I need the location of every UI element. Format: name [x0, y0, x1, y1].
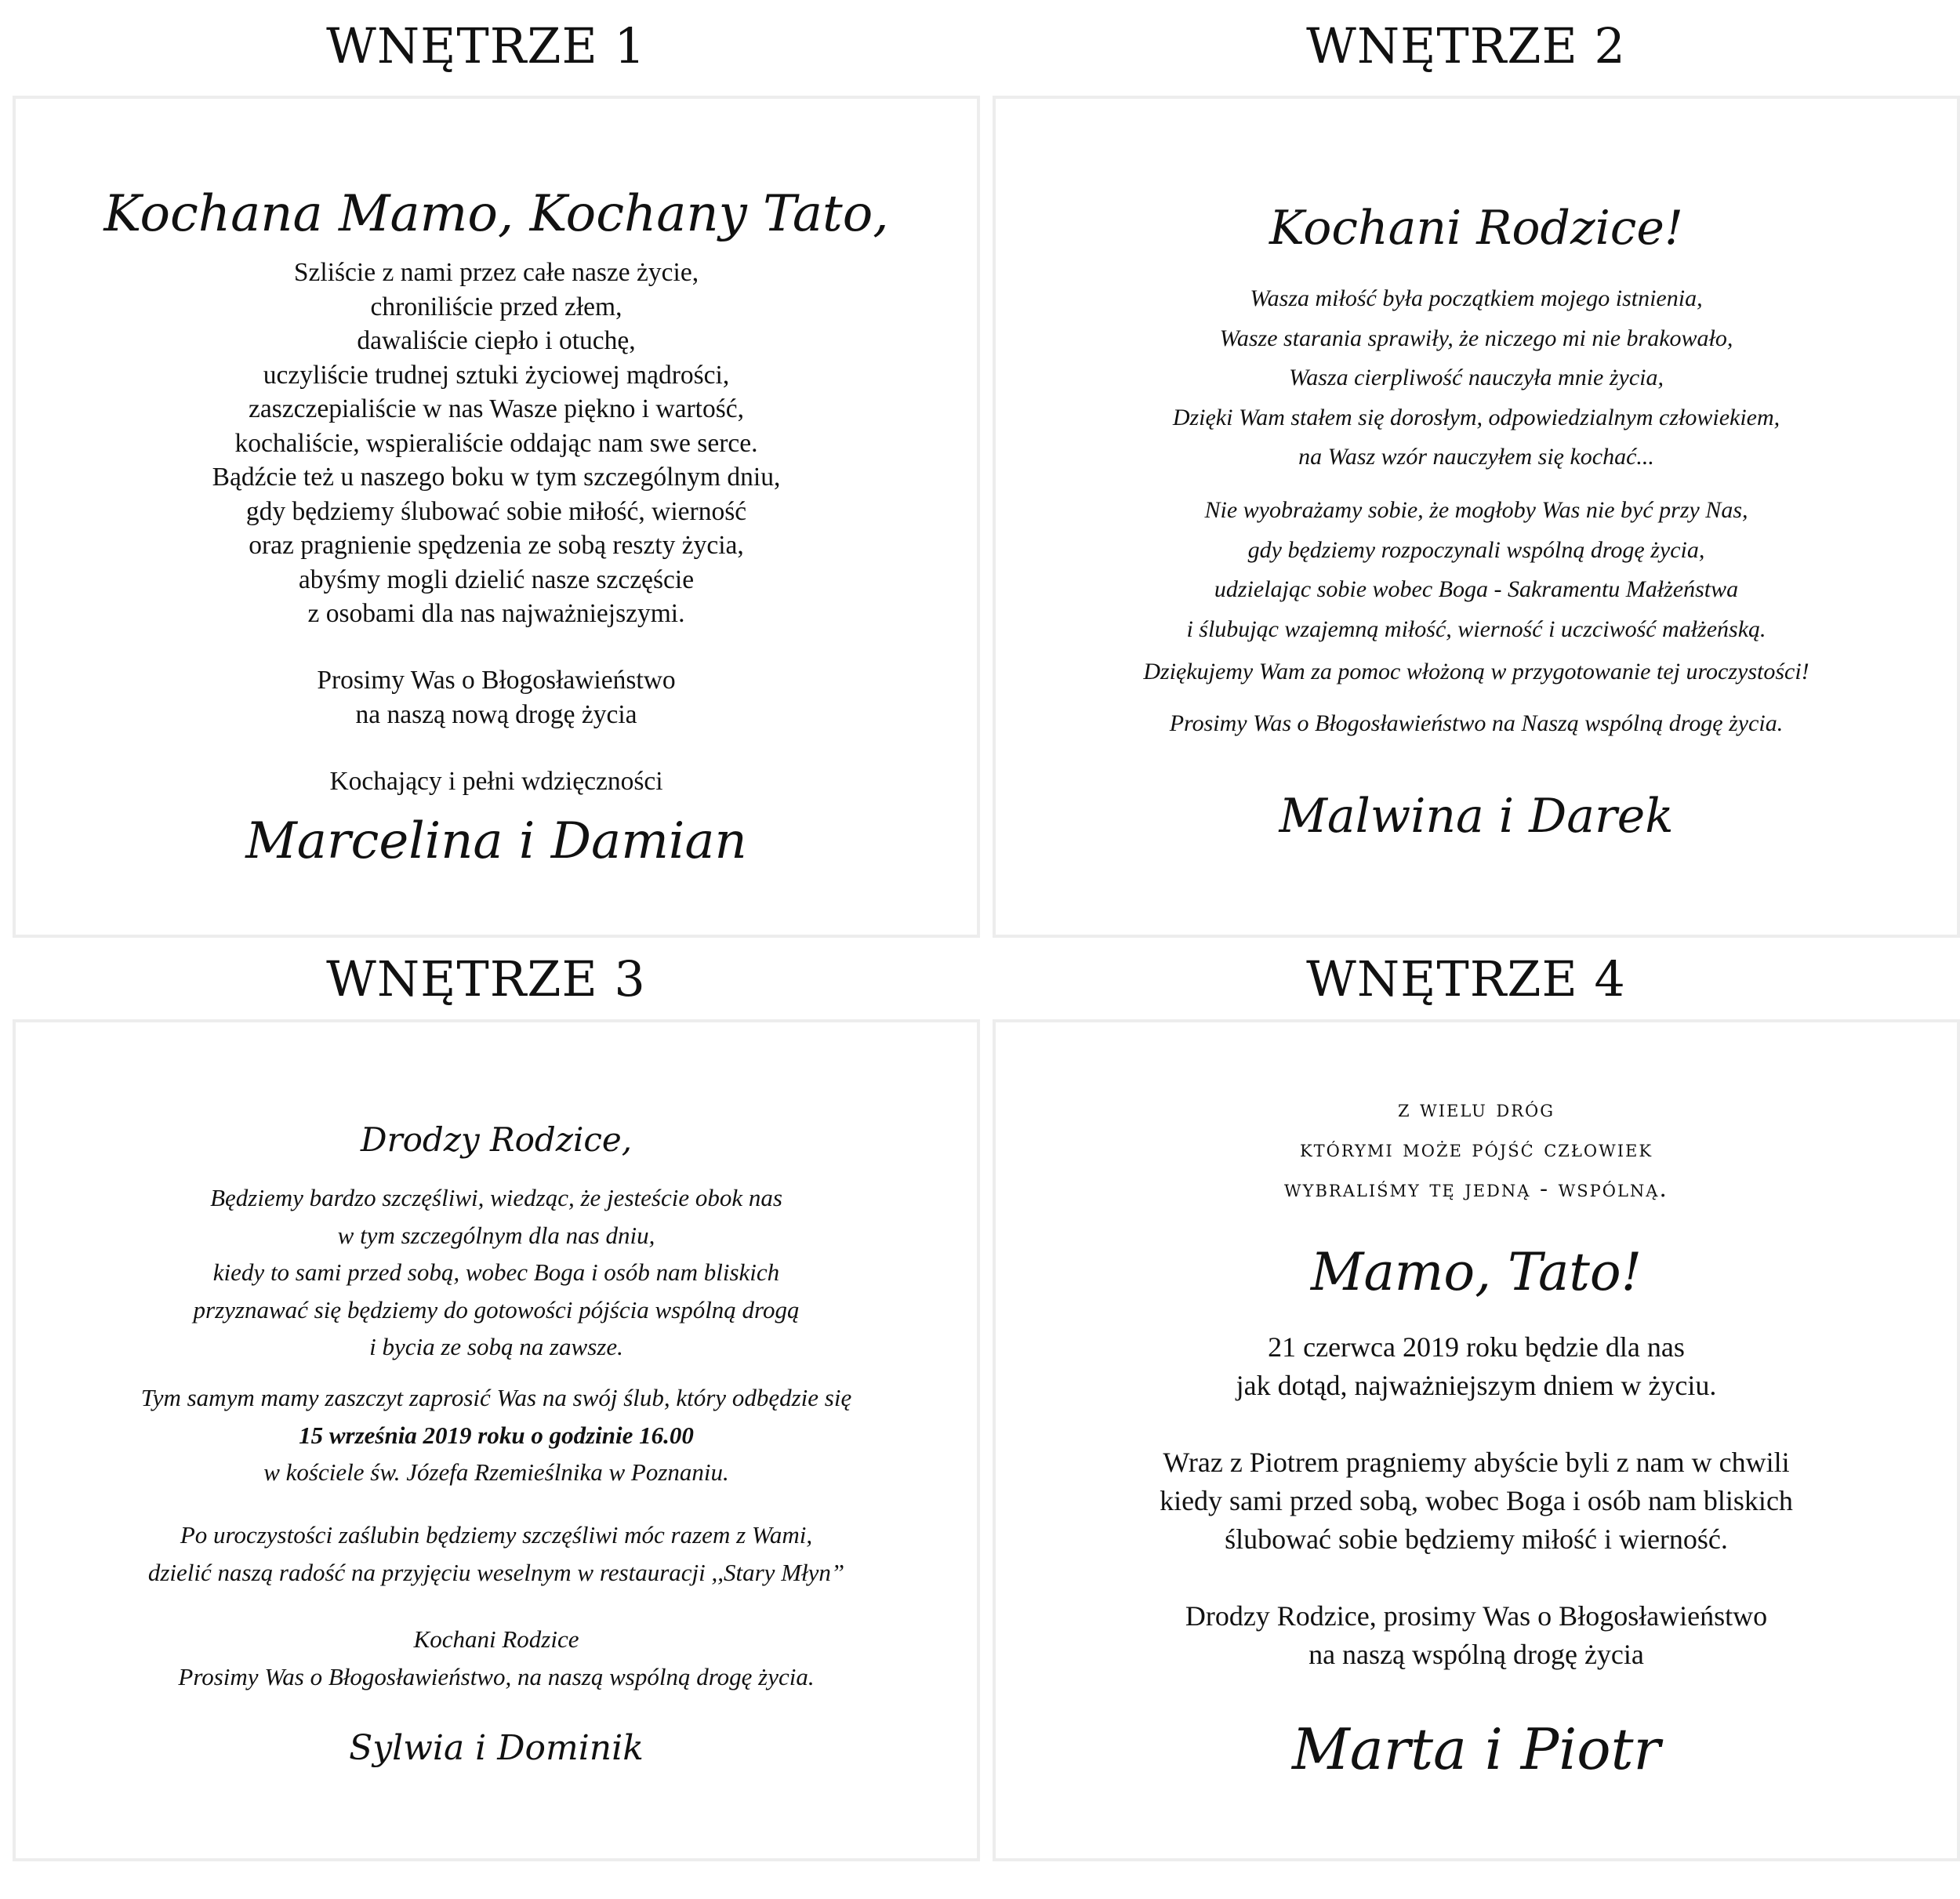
panel4-body — [996, 1328, 1957, 1405]
panel2-signature: Malwina i Darek — [1279, 789, 1674, 844]
panel3-line: i bycia ze sobą na zawsze. — [369, 1333, 623, 1360]
panel2-line: Dzięki Wam stałem się dorosłym, odpowiedzialnym człowiekiem, — [1172, 404, 1780, 430]
panel3-invite-place: w kościele św. Józefa Rzemieślnika w Poznaniu. — [263, 1458, 729, 1486]
panel3-reception-line: dzielić naszą radość na przyjęciu weselnym w restauracji ,,Stary Młyn” — [147, 1558, 845, 1586]
panel4-line: kiedy sami przed sobą, wobec Boga i osób nam bliskich — [1160, 1485, 1793, 1516]
panel2-line: udzielając sobie wobec Boga - Sakramentu Małżeństwa — [1214, 576, 1739, 602]
panel1-line: zaszczepialiście w nas Wasze piękno i wartość, — [249, 394, 744, 423]
panel1-line: abyśmy mogli dzielić nasze szczęście — [298, 565, 695, 594]
panel2-line: Wasze starania sprawiły, że niczego mi nie brakowało, — [1219, 325, 1733, 351]
panel1-title: Kochana Mamo, Kochany Tato, — [103, 185, 889, 243]
panel3-signature: Sylwia i Dominik — [349, 1728, 644, 1768]
panel1-blessing-line: Prosimy Was o Błogosławieństwo — [317, 666, 676, 695]
panel1-line: Bądźcie też u naszego boku w tym szczególnym dniu, — [212, 463, 781, 492]
panel3-blessing — [16, 1621, 977, 1695]
panel1-line: gdy będziemy ślubować sobie miłość, wierność — [245, 496, 747, 526]
panel4-line: Wraz z Piotrem pragniemy abyście byli z nam w chwili — [1163, 1447, 1790, 1478]
panel3-title: Drodzy Rodzice, — [360, 1120, 633, 1159]
panel-2 — [993, 96, 1960, 938]
panel4-caps — [996, 1089, 1957, 1209]
panel2-body — [996, 279, 1957, 477]
panel3-line: Będziemy bardzo szczęśliwi, wiedząc, że jesteście obok nas — [210, 1184, 782, 1211]
panel1-line: oraz pragnienie spędzenia ze sobą reszty życia, — [249, 531, 744, 560]
panel4-line: na naszą wspólną drogę życia — [1308, 1639, 1644, 1670]
panel1-closing: Kochający i pełni wdzięczności — [329, 767, 663, 796]
panel4-line: Drodzy Rodzice, prosimy Was o Błogosławieństwo — [1185, 1600, 1768, 1632]
panel2-thanks: Dziękujemy Wam za pomoc włożoną w przygotowanie tej uroczystości! — [1143, 659, 1809, 684]
panel4-line: ślubować sobie będziemy miłość i wierność. — [1225, 1523, 1728, 1555]
panel2-line: Wasza miłość była początkiem mojego istnienia, — [1250, 285, 1703, 311]
panel3-reception — [16, 1516, 977, 1591]
panel1-line: uczyliście trudnej sztuki życiowej mądrości, — [263, 360, 730, 390]
heading-2: WNĘTRZE 2 — [1306, 17, 1626, 74]
panel1-line: dawaliście ciepło i otuchę, — [357, 326, 636, 355]
heading-1: WNĘTRZE 1 — [326, 17, 646, 74]
panel1-line: Szliście z nami przez całe nasze życie, — [293, 258, 699, 287]
panel1-blessing-line: na naszą nową drogę życia — [355, 699, 637, 729]
panel2-title: Kochani Rodzice! — [1269, 201, 1683, 256]
panel4-body3 — [996, 1597, 1957, 1674]
panel2-line: Wasza cierpliwość nauczyła mnie życia, — [1289, 365, 1664, 390]
panel3-reception-line: Po uroczystości zaślubin będziemy szczęśliwi móc razem z Wami, — [180, 1521, 813, 1549]
panel-4 — [993, 1019, 1960, 1861]
panel4-line: jak dotąd, najważniejszym dniem w życiu. — [1236, 1370, 1717, 1401]
panel3-invite-date: 15 września 2019 roku o godzinie 16.00 — [299, 1421, 694, 1449]
panel1-line: z osobami dla nas najważniejszymi. — [307, 599, 685, 628]
panel3-invite-line: Tym samym mamy zaszczyt zaprosić Was na swój ślub, który odbędzie się — [140, 1384, 852, 1411]
panel3-line: w tym szczególnym dla nas dniu, — [337, 1221, 655, 1249]
panel4-title: Mamo, Tato! — [1310, 1242, 1642, 1302]
panel2-body2 — [996, 491, 1957, 649]
panel2-line: i ślubując wzajemną miłość, wierność i uczciwość małżeńską. — [1186, 615, 1766, 642]
panel4-caps-line: wybraliśmy tę jedną - wspólną. — [1284, 1175, 1668, 1203]
panel4-signature: Marta i Piotr — [1292, 1716, 1661, 1782]
panel2-blessing: Prosimy Was o Błogosławieństwo na Naszą wspólną drogę życia. — [1169, 710, 1784, 736]
heading-4: WNĘTRZE 4 — [1306, 950, 1626, 1008]
panel3-invite — [16, 1379, 977, 1491]
panel1-line: chroniliście przed złem, — [370, 292, 622, 321]
panel1-blessing — [16, 663, 977, 732]
panel3-line: przyznawać się będziemy do gotowości pójścia wspólną drogą — [193, 1295, 800, 1323]
panel3-blessing-line: Prosimy Was o Błogosławieństwo, na naszą wspólną drogę życia. — [178, 1662, 815, 1690]
panel1-body — [16, 256, 977, 631]
panel-1 — [13, 96, 980, 938]
panel2-line: na Wasz wzór nauczyłem się kochać... — [1298, 444, 1654, 470]
panel4-caps-line: którymi może pójść człowiek — [1299, 1135, 1653, 1163]
panel3-body — [16, 1179, 977, 1366]
heading-3: WNĘTRZE 3 — [326, 950, 646, 1008]
panel1-signature: Marcelina i Damian — [245, 812, 747, 870]
panel-3 — [13, 1019, 980, 1861]
panel4-line: 21 czerwca 2019 roku będzie dla nas — [1268, 1331, 1685, 1363]
panel4-body2 — [996, 1443, 1957, 1559]
panel3-line: kiedy to sami przed sobą, wobec Boga i osób nam bliskich — [212, 1258, 780, 1286]
panel3-blessing-line: Kochani Rodzice — [413, 1625, 579, 1653]
panel2-line: Nie wyobrażamy sobie, że mogłoby Was nie być przy Nas, — [1204, 497, 1748, 523]
panel1-line: kochaliście, wspieraliście oddając nam swe serce. — [234, 428, 758, 458]
panel4-caps-line: z wielu dróg — [1397, 1095, 1555, 1123]
panel2-line: gdy będziemy rozpoczynali wspólną drogę życia, — [1247, 536, 1705, 563]
